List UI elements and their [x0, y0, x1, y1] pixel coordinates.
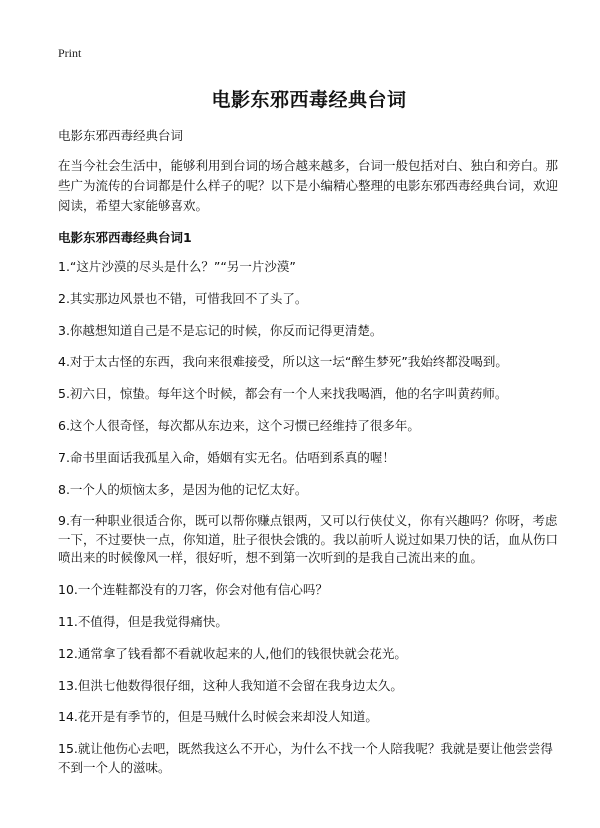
- quote-item: 8.一个人的烦恼太多，是因为他的记忆太好。: [58, 481, 308, 497]
- quote-item: 15.就让他伤心去吧，既然我这么不开心，为什么不找一个人陪我呢？我就是要让他尝尝得不到一个人的滋味。: [58, 741, 553, 775]
- quote-item: 12.通常拿了钱看都不看就收起来的人,他们的钱很快就会花光。: [58, 645, 407, 661]
- quote-item: 6.这个人很奇怪，每次都从东边来，这个习惯已经维持了很多年。: [58, 417, 420, 433]
- quote-item: 11.不值得，但是我觉得痛快。: [58, 613, 228, 629]
- intro-paragraph: 在当今社会生活中，能够利用到台词的场合越来越多，台词一般包括对白、独白和旁白。那些广为流传的台词都是什么样子的呢？以下是小编精心整理的电影东邪西毒经典台词，欢迎阅读，希望大家能够喜欢。: [58, 158, 559, 213]
- quote-item: 13.但洪七他数得很仔细，这种人我知道不会留在我身边太久。: [58, 677, 403, 693]
- subtitle: 电影东邪西毒经典台词: [58, 128, 184, 143]
- page-title: 电影东邪西毒经典台词: [211, 89, 407, 111]
- quote-item: 1.“这片沙漠的尽头是什么？”“另一片沙漠”: [58, 259, 296, 274]
- quote-item: 3.你越想知道自己是不是忘记的时候，你反而记得更清楚。: [58, 322, 383, 338]
- quote-item: 14.花开是有季节的，但是马贼什么时候会来却没人知道。: [58, 709, 378, 725]
- quote-item: 9.有一种职业很适合你，既可以帮你赚点银两，又可以行侠仗义，你有兴趣吗？你呀，考虑一下，不过要快一点，你知道，肚子很快会饿的。我以前听人说过如果刀快的话，血从伤口喷出来的时候像风一样，很好听，想不到第一次听到的是我自己流出来的血。: [58, 513, 559, 566]
- quote-item: 7.命书里面话我孤星入命，婚姻有实无名。估唔到系真的喔！: [58, 449, 395, 465]
- quote-item: 10.一个连鞋都没有的刀客，你会对他有信心吗？: [58, 582, 328, 598]
- quote-item: 5.初六日，惊蛰。每年这个时候，都会有一个人来找我喝酒，他的名字叫黄药师。: [58, 386, 508, 402]
- section-heading: 电影东邪西毒经典台词1: [58, 230, 192, 245]
- quote-item: 2.其实那边风景也不错，可惜我回不了头了。: [58, 290, 308, 306]
- quote-item: 4.对于太古怪的东西，我向来很难接受，所以这一坛“醉生梦死”我始终都没喝到。: [58, 354, 508, 370]
- quote-list: [58, 258, 560, 777]
- print-link[interactable]: Print: [58, 46, 82, 60]
